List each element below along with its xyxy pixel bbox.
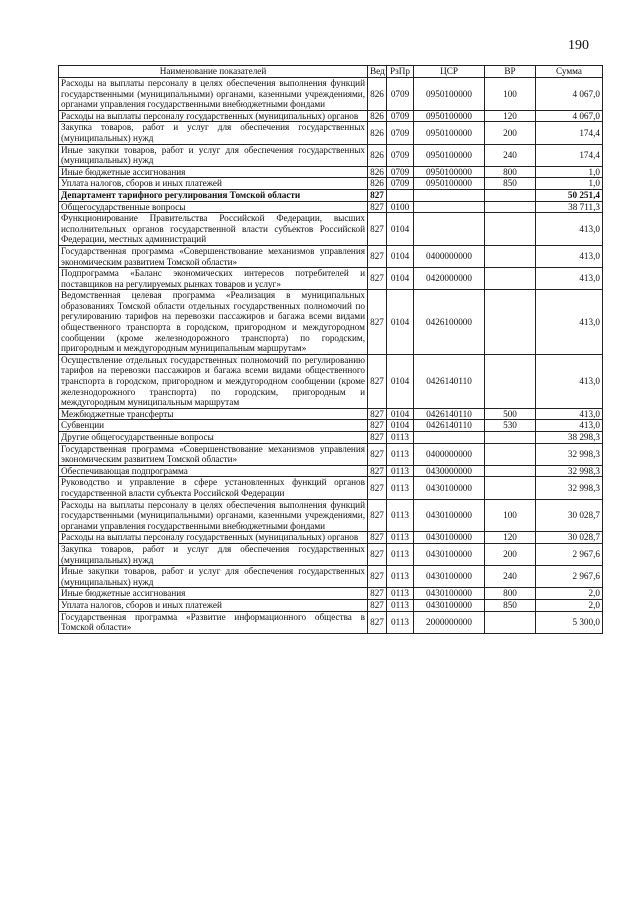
table-row xyxy=(59,178,603,190)
cell-sum: 413,0 xyxy=(536,245,603,267)
cell-ved: 827 xyxy=(368,477,387,499)
cell-name: Ведомственная целевая программа «Реализация в муниципальных образованиях Томской области отдельных государственных полномочий по регулированию тарифов на перевозки пассажиров и багажа всеми видами общественного транспорта в городском, пригородном и междугородном сообщении (кроме железнодорожного транспорта) по городским, пригородным и междугородным муниципальным маршрутам» xyxy=(59,290,368,355)
cell-rzpr: 0104 xyxy=(387,420,414,432)
cell-sum: 38 298,3 xyxy=(536,432,603,444)
budget-table xyxy=(58,65,603,634)
cell-name: Государственная программа «Совершенствование механизмов управления экономическим развитием Томской области» xyxy=(59,245,368,267)
cell-csr: 0950100000 xyxy=(414,122,485,144)
cell-vr xyxy=(485,477,536,499)
cell-csr: 0420000000 xyxy=(414,268,485,290)
table-row xyxy=(59,201,603,213)
cell-sum: 413,0 xyxy=(536,213,603,246)
table-row xyxy=(59,290,603,355)
cell-ved: 826 xyxy=(368,166,387,178)
cell-sum: 32 998,3 xyxy=(536,443,603,465)
cell-ved: 826 xyxy=(368,110,387,122)
cell-vr xyxy=(485,213,536,246)
cell-csr: 0426140110 xyxy=(414,354,485,408)
table-row xyxy=(59,465,603,477)
cell-sum: 174,4 xyxy=(536,122,603,144)
table-row xyxy=(59,420,603,432)
cell-sum: 32 998,3 xyxy=(536,465,603,477)
cell-ved: 826 xyxy=(368,122,387,144)
cell-sum: 413,0 xyxy=(536,408,603,420)
table-row xyxy=(59,566,603,588)
cell-ved: 827 xyxy=(368,532,387,544)
cell-name: Руководство и управление в сфере установленных функций органов государственной власти субъекта Российской Федерации xyxy=(59,477,368,499)
cell-name: Осуществление отдельных государственных полномочий по регулированию тарифов на перевозки пассажиров и багажа всеми видами общественного транспорта в городском, пригородном и междугородном сообщении (кроме железнодорожного транспорта) по городским, пригородным и междугородным муниципальным маршрутам xyxy=(59,354,368,408)
cell-csr: 0950100000 xyxy=(414,78,485,111)
cell-rzpr: 0113 xyxy=(387,566,414,588)
cell-sum: 413,0 xyxy=(536,420,603,432)
cell-vr: 850 xyxy=(485,599,536,611)
cell-ved: 827 xyxy=(368,588,387,600)
cell-sum: 30 028,7 xyxy=(536,499,603,532)
cell-ved: 827 xyxy=(368,611,387,633)
cell-ved: 826 xyxy=(368,178,387,190)
header-name: Наименование показателей xyxy=(59,66,368,78)
cell-sum: 2 967,6 xyxy=(536,566,603,588)
table-row xyxy=(59,543,603,565)
table-row xyxy=(59,611,603,633)
cell-ved: 827 xyxy=(368,354,387,408)
cell-vr: 200 xyxy=(485,543,536,565)
cell-name: Иные закупки товаров, работ и услуг для обеспечения государственных (муниципальных) нужд xyxy=(59,566,368,588)
cell-name: Государственная программа «Совершенствование механизмов управления экономическим развитием Томской области» xyxy=(59,443,368,465)
cell-vr xyxy=(485,432,536,444)
table-row xyxy=(59,432,603,444)
cell-rzpr: 0104 xyxy=(387,408,414,420)
cell-csr: 0426140110 xyxy=(414,408,485,420)
cell-rzpr: 0709 xyxy=(387,122,414,144)
cell-sum: 2,0 xyxy=(536,588,603,600)
cell-vr xyxy=(485,268,536,290)
cell-name: Субвенции xyxy=(59,420,368,432)
cell-rzpr: 0709 xyxy=(387,110,414,122)
cell-rzpr: 0113 xyxy=(387,611,414,633)
cell-name: Обеспечивающая подпрограмма xyxy=(59,465,368,477)
table-row xyxy=(59,354,603,408)
cell-ved: 827 xyxy=(368,189,387,201)
table-row xyxy=(59,499,603,532)
cell-sum: 38 711,3 xyxy=(536,201,603,213)
cell-rzpr: 0113 xyxy=(387,543,414,565)
cell-rzpr: 0113 xyxy=(387,477,414,499)
cell-sum: 413,0 xyxy=(536,290,603,355)
cell-vr xyxy=(485,465,536,477)
cell-vr: 240 xyxy=(485,566,536,588)
cell-csr: 0950100000 xyxy=(414,110,485,122)
cell-rzpr: 0113 xyxy=(387,499,414,532)
cell-vr: 200 xyxy=(485,122,536,144)
cell-vr: 800 xyxy=(485,588,536,600)
cell-rzpr: 0113 xyxy=(387,432,414,444)
cell-sum: 4 067,0 xyxy=(536,78,603,111)
cell-sum: 30 028,7 xyxy=(536,532,603,544)
table-row xyxy=(59,599,603,611)
header-ved: Вед xyxy=(368,66,387,78)
cell-ved: 827 xyxy=(368,408,387,420)
cell-ved: 827 xyxy=(368,420,387,432)
cell-vr: 500 xyxy=(485,408,536,420)
cell-rzpr: 0113 xyxy=(387,443,414,465)
cell-sum: 174,4 xyxy=(536,144,603,166)
cell-vr: 100 xyxy=(485,499,536,532)
cell-ved: 827 xyxy=(368,465,387,477)
cell-ved: 827 xyxy=(368,599,387,611)
cell-csr: 0430100000 xyxy=(414,588,485,600)
cell-name: Иные закупки товаров, работ и услуг для обеспечения государственных (муниципальных) нужд xyxy=(59,144,368,166)
cell-name: Расходы на выплаты персоналу государственных (муниципальных) органов xyxy=(59,532,368,544)
cell-name: Подпрограмма «Баланс экономических интересов потребителей и поставщиков на регулируемых рынках товаров и услуг» xyxy=(59,268,368,290)
cell-sum: 50 251,4 xyxy=(536,189,603,201)
cell-ved: 827 xyxy=(368,290,387,355)
page-number: 190 xyxy=(568,38,589,53)
cell-name: Закупка товаров, работ и услуг для обеспечения государственных (муниципальных) нужд xyxy=(59,122,368,144)
cell-rzpr: 0104 xyxy=(387,354,414,408)
table-row xyxy=(59,588,603,600)
cell-rzpr: 0709 xyxy=(387,78,414,111)
table-row xyxy=(59,443,603,465)
cell-vr xyxy=(485,245,536,267)
cell-ved: 827 xyxy=(368,268,387,290)
cell-vr: 240 xyxy=(485,144,536,166)
cell-ved: 826 xyxy=(368,144,387,166)
cell-rzpr: 0709 xyxy=(387,166,414,178)
cell-name: Расходы на выплаты персоналу в целях обеспечения выполнения функций государственными (муниципальными) органами, казенными учреждениями, органами управления государственными внебюджетными фондами xyxy=(59,78,368,111)
cell-csr: 0426100000 xyxy=(414,290,485,355)
cell-ved: 827 xyxy=(368,566,387,588)
table-row xyxy=(59,477,603,499)
cell-csr: 0426140110 xyxy=(414,420,485,432)
cell-ved: 827 xyxy=(368,443,387,465)
cell-vr xyxy=(485,443,536,465)
cell-name: Иные бюджетные ассигнования xyxy=(59,166,368,178)
cell-rzpr xyxy=(387,189,414,201)
cell-vr xyxy=(485,290,536,355)
cell-vr: 850 xyxy=(485,178,536,190)
cell-name: Иные бюджетные ассигнования xyxy=(59,588,368,600)
table-row xyxy=(59,110,603,122)
table-row xyxy=(59,144,603,166)
cell-ved: 827 xyxy=(368,245,387,267)
table-row xyxy=(59,189,603,201)
table-row xyxy=(59,268,603,290)
cell-csr: 0400000000 xyxy=(414,443,485,465)
cell-name: Расходы на выплаты персоналу государственных (муниципальных) органов xyxy=(59,110,368,122)
cell-rzpr: 0113 xyxy=(387,599,414,611)
cell-csr: 0430100000 xyxy=(414,532,485,544)
cell-name: Межбюджетные трансферты xyxy=(59,408,368,420)
cell-name: Закупка товаров, работ и услуг для обеспечения государственных (муниципальных) нужд xyxy=(59,543,368,565)
cell-sum: 413,0 xyxy=(536,354,603,408)
cell-csr xyxy=(414,189,485,201)
cell-rzpr: 0104 xyxy=(387,213,414,246)
cell-ved: 827 xyxy=(368,543,387,565)
cell-vr xyxy=(485,201,536,213)
cell-vr xyxy=(485,189,536,201)
table-row xyxy=(59,122,603,144)
cell-name: Другие общегосударственные вопросы xyxy=(59,432,368,444)
table-row xyxy=(59,166,603,178)
cell-rzpr: 0709 xyxy=(387,178,414,190)
cell-name: Уплата налогов, сборов и иных платежей xyxy=(59,178,368,190)
cell-vr: 100 xyxy=(485,78,536,111)
cell-rzpr: 0113 xyxy=(387,532,414,544)
cell-sum: 5 300,0 xyxy=(536,611,603,633)
cell-name: Департамент тарифного регулирования Томской области xyxy=(59,189,368,201)
cell-sum: 4 067,0 xyxy=(536,110,603,122)
cell-vr: 800 xyxy=(485,166,536,178)
cell-rzpr: 0709 xyxy=(387,144,414,166)
table-row xyxy=(59,245,603,267)
cell-rzpr: 0100 xyxy=(387,201,414,213)
cell-name: Государственная программа «Развитие информационного общества в Томской области» xyxy=(59,611,368,633)
cell-csr: 0950100000 xyxy=(414,166,485,178)
cell-name: Функционирование Правительства Российской Федерации, высших исполнительных органов государственной власти субъектов Российской Федерации, местных администраций xyxy=(59,213,368,246)
header-rzpr: РзПр xyxy=(387,66,414,78)
header-sum: Сумма xyxy=(536,66,603,78)
cell-csr: 0430100000 xyxy=(414,543,485,565)
cell-sum: 2 967,6 xyxy=(536,543,603,565)
cell-csr xyxy=(414,432,485,444)
table-row xyxy=(59,532,603,544)
cell-vr xyxy=(485,611,536,633)
cell-rzpr: 0104 xyxy=(387,290,414,355)
cell-csr: 0430100000 xyxy=(414,499,485,532)
cell-sum: 413,0 xyxy=(536,268,603,290)
cell-csr: 0950100000 xyxy=(414,144,485,166)
cell-vr xyxy=(485,354,536,408)
table-row xyxy=(59,78,603,111)
cell-sum: 1,0 xyxy=(536,178,603,190)
cell-csr xyxy=(414,213,485,246)
table-row xyxy=(59,408,603,420)
cell-sum: 32 998,3 xyxy=(536,477,603,499)
cell-ved: 827 xyxy=(368,201,387,213)
header-csr: ЦСР xyxy=(414,66,485,78)
cell-rzpr: 0113 xyxy=(387,588,414,600)
cell-csr: 0950100000 xyxy=(414,178,485,190)
cell-csr: 2000000000 xyxy=(414,611,485,633)
cell-csr: 0430000000 xyxy=(414,465,485,477)
cell-vr: 120 xyxy=(485,532,536,544)
header-vr: ВР xyxy=(485,66,536,78)
cell-name: Общегосударственные вопросы xyxy=(59,201,368,213)
cell-csr: 0430100000 xyxy=(414,477,485,499)
cell-rzpr: 0104 xyxy=(387,268,414,290)
table-body xyxy=(59,78,603,634)
cell-name: Расходы на выплаты персоналу в целях обеспечения выполнения функций государственными (муниципальными) органами, казенными учреждениями, органами управления государственными внебюджетными фондами xyxy=(59,499,368,532)
cell-ved: 827 xyxy=(368,499,387,532)
cell-vr: 120 xyxy=(485,110,536,122)
table-row xyxy=(59,213,603,246)
cell-rzpr: 0113 xyxy=(387,465,414,477)
cell-sum: 1,0 xyxy=(536,166,603,178)
cell-ved: 827 xyxy=(368,213,387,246)
cell-csr xyxy=(414,201,485,213)
cell-sum: 2,0 xyxy=(536,599,603,611)
cell-ved: 827 xyxy=(368,432,387,444)
cell-ved: 826 xyxy=(368,78,387,111)
table-header-row xyxy=(59,66,603,78)
cell-rzpr: 0104 xyxy=(387,245,414,267)
cell-csr: 0430100000 xyxy=(414,599,485,611)
cell-csr: 0430100000 xyxy=(414,566,485,588)
cell-csr: 0400000000 xyxy=(414,245,485,267)
cell-name: Уплата налогов, сборов и иных платежей xyxy=(59,599,368,611)
cell-vr: 530 xyxy=(485,420,536,432)
